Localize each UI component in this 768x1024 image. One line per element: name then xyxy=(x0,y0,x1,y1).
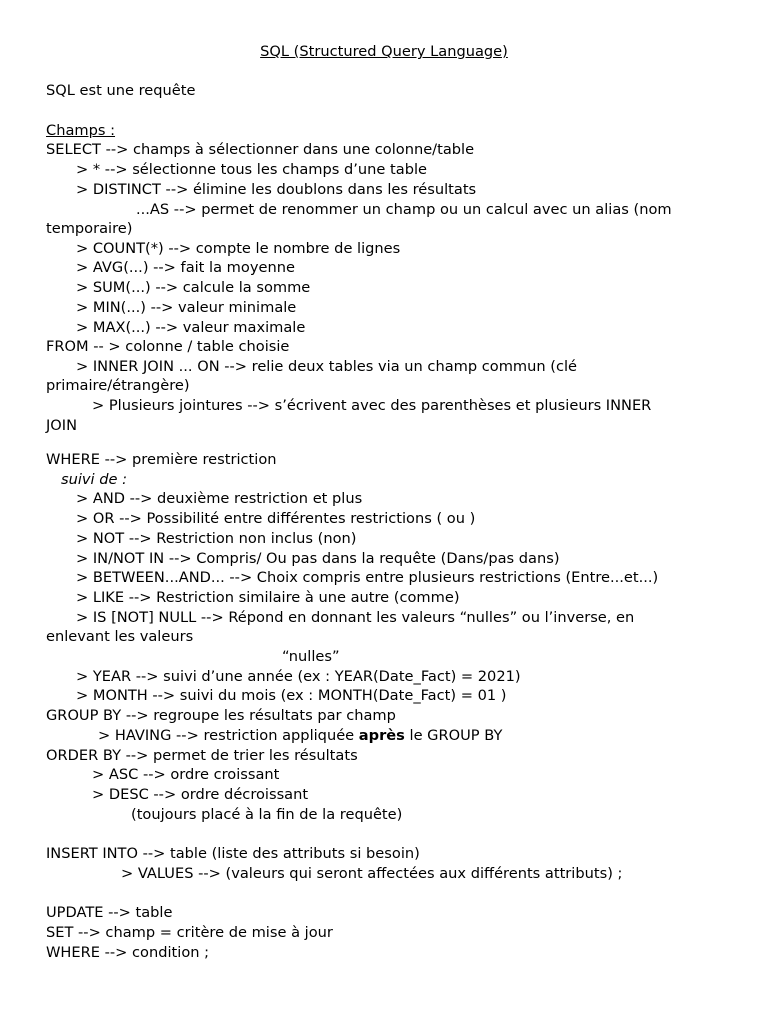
star-line: > * --> sélectionne tous les champs d’une table xyxy=(76,161,427,178)
avg-line: > AVG(...) --> fait la moyenne xyxy=(76,259,295,276)
not-line: > NOT --> Restriction non inclus (non) xyxy=(76,530,357,547)
having-bold-text: après xyxy=(358,727,405,744)
asc-line: > ASC --> ordre croissant xyxy=(92,766,280,783)
values-line: > VALUES --> (valeurs qui seront affectées aux différents attributs) ; xyxy=(121,865,623,882)
sum-line: > SUM(...) --> calcule la somme xyxy=(76,279,311,296)
min-line: > MIN(...) --> valeur minimale xyxy=(76,299,297,316)
between-line: > BETWEEN...AND... --> Choix compris entre plusieurs restrictions (Entre...et...) xyxy=(76,569,659,586)
update-line: UPDATE --> table xyxy=(46,904,173,921)
having-text-end: le GROUP BY xyxy=(404,727,503,744)
from-line: FROM -- > colonne / table choisie xyxy=(46,338,290,355)
set-line: SET --> champ = critère de mise à jour xyxy=(46,924,333,941)
jointures-line-cont: JOIN xyxy=(46,417,78,434)
suivi-de-label: suivi de : xyxy=(61,471,128,488)
desc-line: > DESC --> ordre décroissant xyxy=(92,786,309,803)
like-line: > LIKE --> Restriction similaire à une autre (comme) xyxy=(76,589,460,606)
and-line: > AND --> deuxième restriction et plus xyxy=(76,490,363,507)
as-line-cont: temporaire) xyxy=(46,220,133,237)
order-by-line: ORDER BY --> permet de trier les résultats xyxy=(46,747,358,764)
year-line: > YEAR --> suivi d’une année (ex : YEAR(Date_Fact) = 2021) xyxy=(76,668,521,685)
toujours-line: (toujours placé à la fin de la requête) xyxy=(131,806,403,823)
where-line: WHERE --> première restriction xyxy=(46,451,277,468)
intro-line: SQL est une requête xyxy=(46,82,196,99)
max-line: > MAX(...) --> valeur maximale xyxy=(76,319,306,336)
having-line xyxy=(98,726,768,746)
as-line: ...AS --> permet de renommer un champ ou un calcul avec un alias (nom xyxy=(136,201,672,218)
where-condition-line: WHERE --> condition ; xyxy=(46,944,210,961)
inner-join-line-cont: primaire/étrangère) xyxy=(46,377,190,394)
champs-heading: Champs : xyxy=(46,122,116,139)
group-by-line: GROUP BY --> regroupe les résultats par champ xyxy=(46,707,396,724)
having-text: > HAVING --> restriction appliquée xyxy=(98,727,359,744)
jointures-line: > Plusieurs jointures --> s’écrivent avec des parenthèses et plusieurs INNER xyxy=(92,397,652,414)
inner-join-line: > INNER JOIN ... ON --> relie deux tables via un champ commun (clé xyxy=(76,358,578,375)
in-line: > IN/NOT IN --> Compris/ Ou pas dans la requête (Dans/pas dans) xyxy=(76,550,560,567)
count-line: > COUNT(*) --> compte le nombre de lignes xyxy=(76,240,401,257)
insert-line: INSERT INTO --> table (liste des attributs si besoin) xyxy=(46,845,420,862)
or-line: > OR --> Possibilité entre différentes restrictions ( ou ) xyxy=(76,510,476,527)
is-null-line-cont: enlevant les valeurs xyxy=(46,628,194,645)
distinct-line: > DISTINCT --> élimine les doublons dans les résultats xyxy=(76,181,477,198)
page-title: SQL (Structured Query Language) xyxy=(260,43,508,60)
month-line: > MONTH --> suivi du mois (ex : MONTH(Date_Fact) = 01 ) xyxy=(76,687,507,704)
is-null-line-nulles: “nulles” xyxy=(282,648,340,665)
select-line: SELECT --> champs à sélectionner dans une colonne/table xyxy=(46,141,475,158)
is-null-line: > IS [NOT] NULL --> Répond en donnant les valeurs “nulles” ou l’inverse, en xyxy=(76,609,635,626)
